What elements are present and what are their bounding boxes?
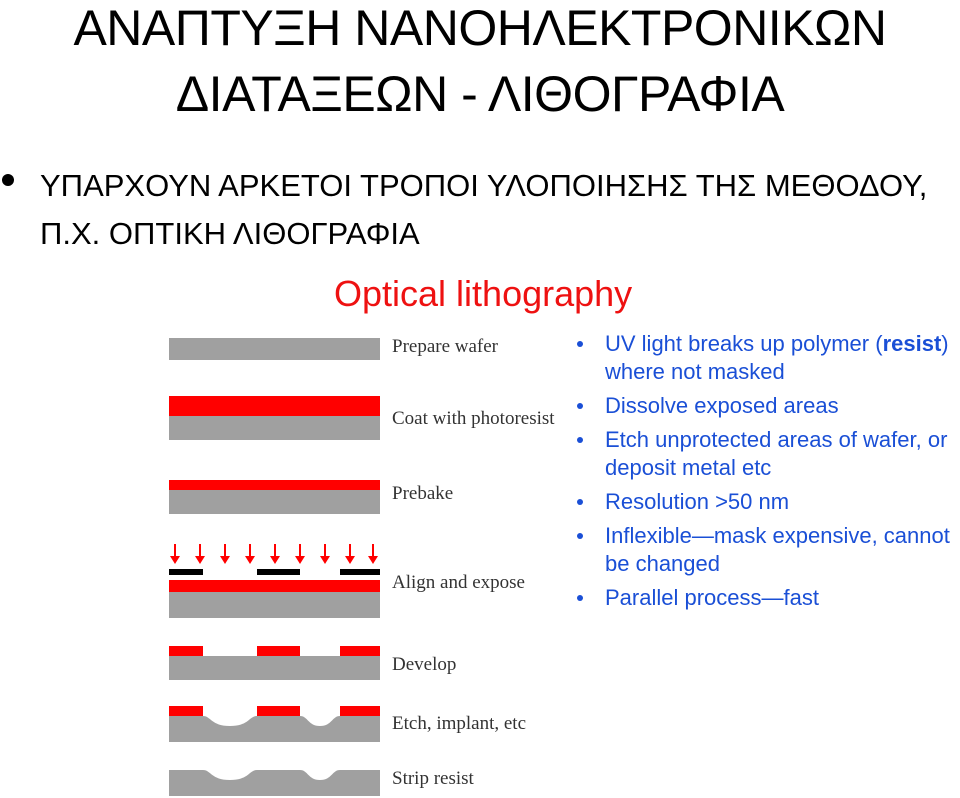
step-label-prebake: Prebake [392,483,454,504]
uv-arrow-icon [345,556,355,564]
resist-pattern [340,706,380,716]
notes-list [573,330,953,618]
resist-pattern [257,646,300,656]
lithography-steps-diagram [165,330,385,798]
bullet-dot-icon [577,341,583,347]
mask-segment [340,569,380,575]
note-item: Parallel process—fast [573,584,953,612]
note-item: UV light breaks up polymer (resist) where not masked [573,330,953,386]
mask-segment [257,569,300,575]
bullet-dot-icon [577,437,583,443]
bullet-dot-icon [577,533,583,539]
resist-pattern [257,706,300,716]
step-label-develop: Develop [392,654,457,675]
bullet-dot-icon [577,403,583,409]
step-label-etch-implant: Etch, implant, etc [392,713,527,734]
etched-wafer [169,770,380,796]
wafer-layer [169,490,380,514]
step-label-prepare-wafer: Prepare wafer [392,336,499,357]
step-label-coat-photoresist: Coat with photoresist [392,408,555,429]
uv-arrow-icon [170,556,180,564]
mask-segment [169,569,203,575]
photoresist-layer [169,580,380,592]
resist-pattern [340,646,380,656]
step-label-align-expose: Align and expose [392,572,525,593]
slide-title-line-2: ΔΙΑΤΑΞΕΩΝ - ΛΙΘΟΓΡΑΦΙΑ [175,66,785,122]
uv-arrow-icon [320,556,330,564]
uv-arrow-icon [245,556,255,564]
note-item: Resolution >50 nm [573,488,953,516]
bullet-text-line-1: ΥΠΑΡΧΟΥΝ ΑΡΚΕΤΟΙ ΤΡΟΠΟΙ ΥΛΟΠΟΙΗΣΗΣ ΤΗΣ ΜΕΘΟΔΟΥ, [40,168,928,203]
bullet-dot-icon [577,499,583,505]
note-item: Dissolve exposed areas [573,392,953,420]
resist-pattern [169,706,203,716]
uv-arrow-icon [295,556,305,564]
wafer-layer [169,656,380,680]
note-item: Inflexible—mask expensive, cannot be changed [573,522,953,578]
resist-pattern [169,646,203,656]
uv-arrow-icon [195,556,205,564]
step-label-strip-resist: Strip resist [392,768,474,789]
bullet-text-line-2: Π.Χ. ΟΠΤΙΚΗ ΛΙΘΟΓΡΑΦΙΑ [40,216,420,251]
etched-wafer [169,716,380,742]
wafer-layer [169,338,380,360]
uv-arrow-icon [368,556,378,564]
uv-arrow-icon [220,556,230,564]
photoresist-layer [169,480,380,490]
wafer-layer [169,416,380,440]
uv-arrow-icon [270,556,280,564]
photoresist-layer [169,396,380,416]
wafer-layer [169,592,380,618]
note-item: Etch unprotected areas of wafer, or deposit metal etc [573,426,953,482]
bullet-dot-icon [577,595,583,601]
diagram-title: Optical lithography [334,273,633,314]
slide-title-line-1: ΑΝΑΠΤΥΞΗ ΝΑΝΟΗΛΕΚΤΡΟΝΙΚΩΝ [73,0,887,56]
bullet-dot-icon [2,174,14,186]
